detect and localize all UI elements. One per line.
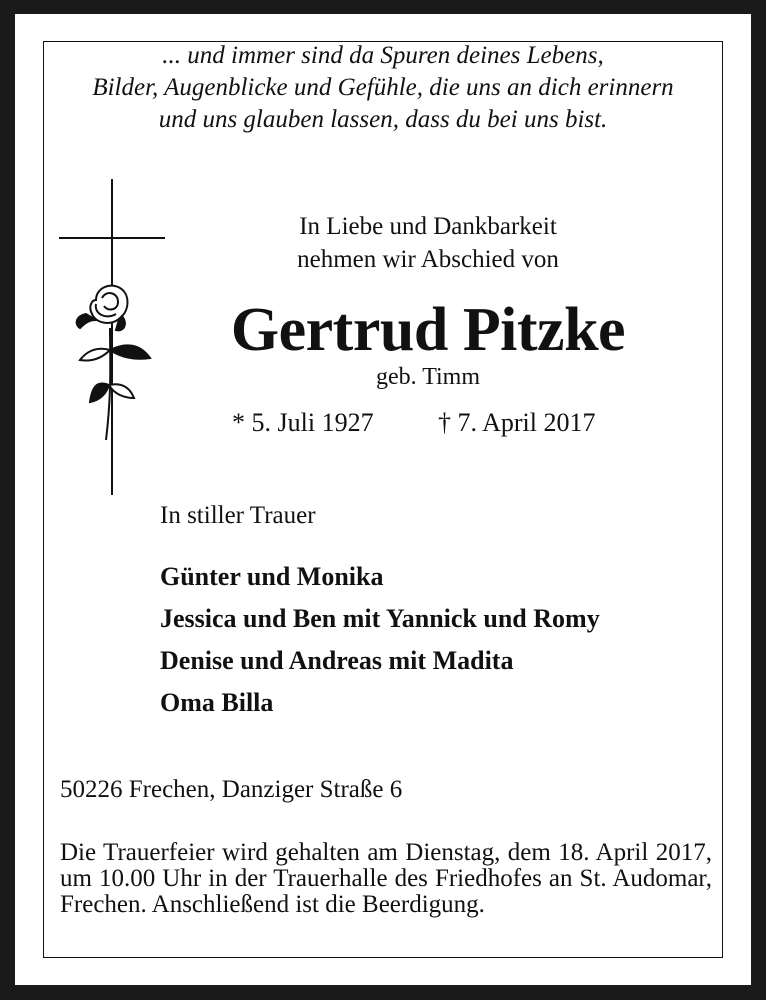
mourners-list [160,556,600,724]
death-date: † 7. April 2017 [438,408,596,437]
intro-line: nehmen wir Abschied von [297,246,559,273]
rose-icon [66,280,156,445]
cross-icon-bar [59,237,165,239]
address: 50226 Frechen, Danziger Straße 6 [60,776,403,803]
mourner-line: Günter und Monika [160,562,384,591]
inner-border [43,41,723,958]
mourner-line: Denise und Andreas mit Madita [160,646,514,675]
birth-date: * 5. Juli 1927 [232,408,374,437]
mourning-heading: In stiller Trauer [160,502,316,529]
funeral-notice: Die Trauerfeier wird gehalten am Dienstag, dem 18. April 2017, um 10.00 Uhr in der Trauerhalle des Friedhofes an St. Audomar, Frechen. Anschließend ist die Beerdigung. [60,839,712,918]
mourner-line: Jessica und Ben mit Yannick und Romy [160,604,600,633]
poem-line: und uns glauben lassen, dass du bei uns bist. [158,106,608,133]
intro-text [200,210,656,276]
mourner-line: Oma Billa [160,688,274,717]
poem-line: Bilder, Augenblicke und Gefühle, die uns an dich erinnern [92,74,674,101]
deceased-name: Gertrud Pitzke [230,296,626,364]
maiden-name: geb. Timm [375,364,481,390]
poem-verse [15,40,751,136]
intro-line: In Liebe und Dankbarkeit [299,213,557,240]
poem-line: ... und immer sind da Spuren deines Lebens, [162,42,604,69]
